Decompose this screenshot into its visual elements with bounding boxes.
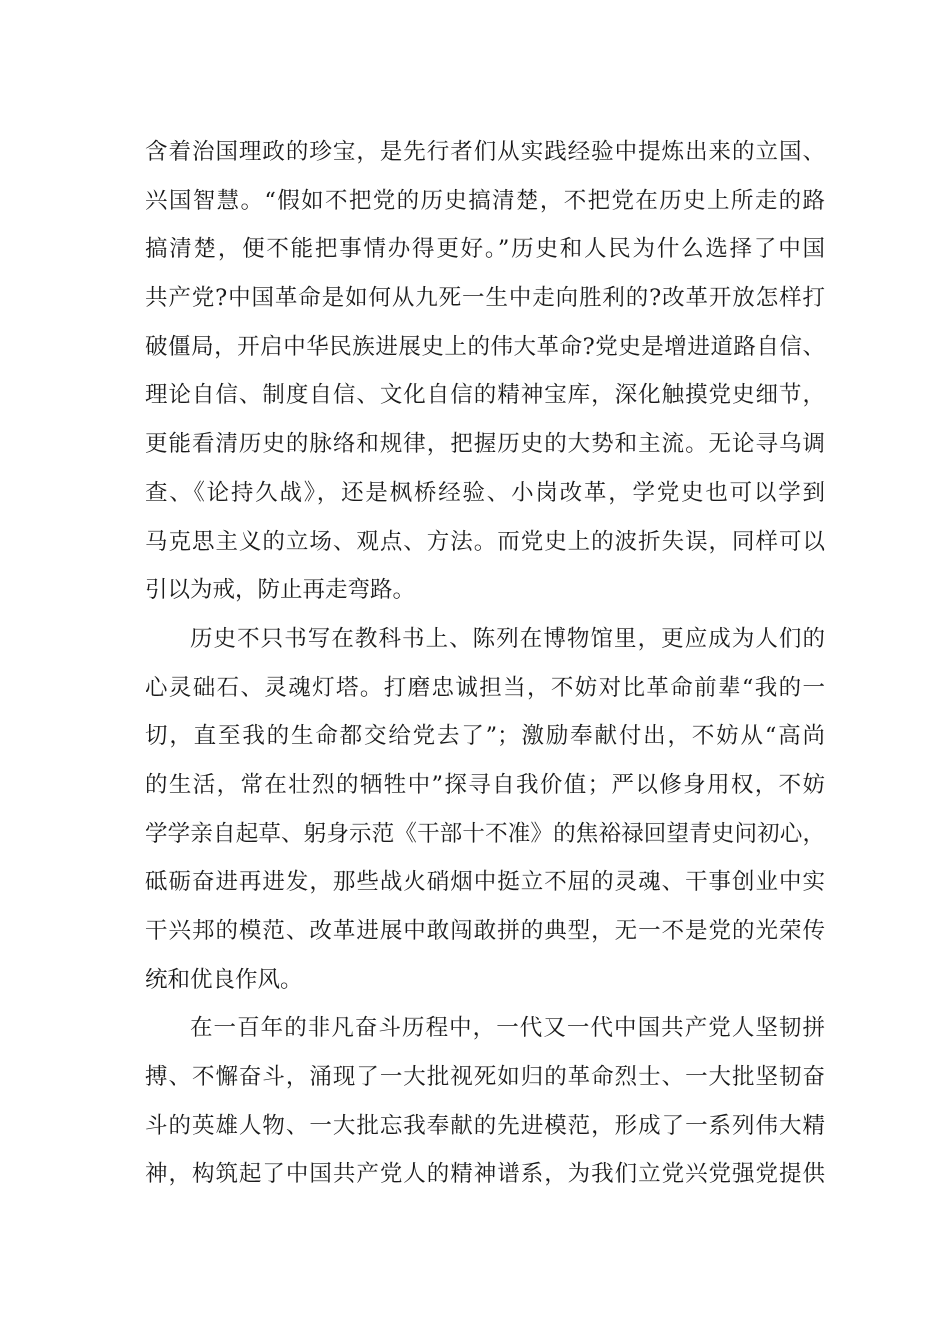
paragraph-1-line-6: 理论自信、制度自信、文化自信的精神宝库，深化触摸党史细节， — [145, 382, 825, 409]
paragraph-2-line-3: 切，直至我的生命都交给党去了”；激励奉献付出，不妨从“高尚 — [145, 723, 825, 750]
paragraph-2-line-7: 干兴邦的模范、改革进展中敢闯敢拼的典型，无一不是党的光荣传 — [145, 918, 825, 944]
paragraph-2-line-6: 砥砺奋进再进发，那些战火硝烟中挺立不屈的灵魂、干事创业中实 — [145, 869, 825, 896]
paragraph-2-line-8: 统和优良作风。 — [145, 966, 303, 993]
paragraph-1-line-5: 破僵局，开启中华民族进展史上的伟大革命?党史是增进道路自信、 — [145, 333, 825, 360]
document-body — [145, 128, 825, 1199]
paragraph-3-line-2: 搏、不懈奋斗，涌现了一大批视死如归的革命烈士、一大批坚韧奋 — [145, 1064, 825, 1091]
paragraph-1-line-4: 共产党?中国革命是如何从九死一生中走向胜利的?改革开放怎样打 — [145, 285, 825, 312]
paragraph-2-line-1: 历史不只书写在教科书上、陈列在博物馆里，更应成为人们的 — [190, 625, 825, 652]
paragraph-1-line-7: 更能看清历史的脉络和规律，把握历史的大势和主流。无论寻乌调 — [145, 431, 825, 458]
paragraph-2-line-2: 心灵础石、灵魂灯塔。打磨忠诚担当，不妨对比革命前辈“我的一 — [145, 674, 825, 701]
paragraph-1-line-2: 兴国智慧。“假如不把党的历史搞清楚，不把党在历史上所走的路 — [145, 187, 825, 214]
paragraph-3-line-4: 神，构筑起了中国共产党人的精神谱系，为我们立党兴党强党提供 — [145, 1161, 825, 1188]
paragraph-1-line-8: 查、《论持久战》，还是枫桥经验、小岗改革，学党史也可以学到 — [145, 479, 825, 506]
paragraph-2-line-5: 学学亲自起草、躬身示范《干部十不准》的焦裕禄回望青史问初心， — [145, 820, 825, 847]
paragraph-2-line-4: 的生活，常在壮烈的牺牲中”探寻自我价值；严以修身用权，不妨 — [145, 771, 825, 798]
paragraph-3-line-1: 在一百年的非凡奋斗历程中，一代又一代中国共产党人坚韧拼 — [190, 1015, 825, 1042]
paragraph-3-line-3: 斗的英雄人物、一大批忘我奉献的先进模范，形成了一系列伟大精 — [145, 1112, 825, 1139]
paragraph-1-line-1: 含着治国理政的珍宝，是先行者们从实践经验中提炼出来的立国、 — [145, 139, 825, 165]
paragraph-1-line-10: 引以为戒，防止再走弯路。 — [145, 577, 416, 604]
paragraph-1-line-9: 马克思主义的立场、观点、方法。而党史上的波折失误，同样可以 — [145, 528, 825, 555]
paragraph-1-line-3: 搞清楚，便不能把事情办得更好。”历史和人民为什么选择了中国 — [145, 236, 825, 263]
